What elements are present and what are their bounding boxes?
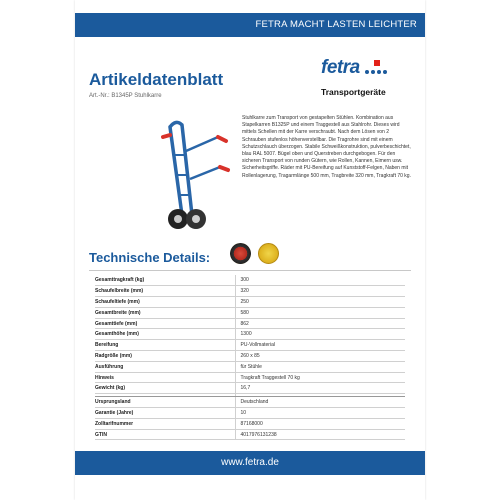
spec-value: 4017976131238 <box>235 429 405 440</box>
table-row <box>95 418 405 429</box>
document-title: Artikeldatenblatt <box>89 70 224 89</box>
spec-value: 250 <box>235 297 405 308</box>
logo-red-square-icon <box>374 60 380 66</box>
spec-value: 320 <box>235 286 405 297</box>
product-description: Stuhlkarre zum Transport von gestapelten Stühlen. Kombination aus Stapelkarren B1325P und einem Traggestell aus Stahlrohr. Dieses wird mittels Schellen mit der Karre verschraubt. Nach dem Lösen von 2 Schrauben stufenlos höhenverstellbar. Die Tragrohre sind mit einem Schutzschlauch überzogen. Stabile Schweißkonstruktion, pulverbeschichtet, blau RAL 5007. Bügel oben und Querstreben durchgebogen. Für den sicheren Transport von runden Gütern, wie Rollen, Kannen, Eimern usw. Sicherheitsgriffe. Räder mit PU-Bereifung auf Kunststoff-Felgen, Naben mit Rollenlagerung, Tragarmlänge 500 mm, Tragbreite 320 mm, Tragkraft 70 kg. <box>242 115 411 179</box>
datasheet-page <box>75 0 425 500</box>
table-row <box>95 351 405 362</box>
spec-value: PU-Vollmaterial <box>235 340 405 351</box>
spec-label: Ursprungsland <box>95 397 235 408</box>
fetra-logo <box>321 57 391 77</box>
table-row <box>95 408 405 419</box>
logo-dot-icon <box>383 70 387 74</box>
logo-dot-icon <box>377 70 381 74</box>
logo-wordmark: fetra <box>321 57 360 78</box>
spec-value: Deutschland <box>235 397 405 408</box>
gs-seal-badge-icon <box>258 243 279 264</box>
logo-dot-icon <box>365 70 369 74</box>
article-number: Art.-Nr.: B1345P Stuhlkarre <box>89 93 162 99</box>
spec-value: 260 x 85 <box>235 351 405 362</box>
table-row <box>95 329 405 340</box>
table-row <box>95 275 405 286</box>
spec-value: 1300 <box>235 329 405 340</box>
spec-label: Hinweis <box>95 372 235 383</box>
spec-label: Schaufelbreite (mm) <box>95 286 235 297</box>
table-row <box>95 429 405 440</box>
footer-bar <box>75 451 425 475</box>
hand-truck-image <box>130 115 250 235</box>
table-row <box>95 318 405 329</box>
tech-details-title: Technische Details: <box>89 250 211 265</box>
spec-label: Schaufeltiefe (mm) <box>95 297 235 308</box>
spec-label: Radgröße (mm) <box>95 351 235 362</box>
header-slogan: FETRA MACHT LASTEN LEICHTER <box>255 19 417 30</box>
section-divider <box>89 270 411 271</box>
spec-value: 580 <box>235 307 405 318</box>
spec-label: Gesamttiefe (mm) <box>95 318 235 329</box>
spec-label: Bereifung <box>95 340 235 351</box>
spec-label: Zolltarifnummer <box>95 418 235 429</box>
logo-dot-icon <box>371 70 375 74</box>
spec-label: Garantie (Jahre) <box>95 408 235 419</box>
header-bar <box>75 13 425 37</box>
footer-url: www.fetra.de <box>221 457 279 468</box>
spec-label: Gesamtbreite (mm) <box>95 307 235 318</box>
spec-value: 300 <box>235 275 405 286</box>
table-row <box>95 372 405 383</box>
spec-value: Tragkraft Traggestell 70 kg <box>235 372 405 383</box>
spec-label: Gesamthöhe (mm) <box>95 329 235 340</box>
table-row <box>95 397 405 408</box>
spec-value: 10 <box>235 408 405 419</box>
spec-value: für Stühle <box>235 361 405 372</box>
spec-label: Gesamttragkraft (kg) <box>95 275 235 286</box>
table-row <box>95 297 405 308</box>
made-in-germany-badge-icon <box>230 243 251 264</box>
spec-table <box>95 275 405 440</box>
table-row <box>95 307 405 318</box>
table-row <box>95 361 405 372</box>
spec-label: Gewicht (kg) <box>95 383 235 394</box>
spec-label: GTIN <box>95 429 235 440</box>
spec-value: 862 <box>235 318 405 329</box>
spec-value: 87168000 <box>235 418 405 429</box>
spec-value: 16,7 <box>235 383 405 394</box>
table-row <box>95 286 405 297</box>
spec-label: Ausführung <box>95 361 235 372</box>
table-row <box>95 340 405 351</box>
table-row <box>95 383 405 394</box>
brand-subtitle: Transportgeräte <box>321 87 386 97</box>
